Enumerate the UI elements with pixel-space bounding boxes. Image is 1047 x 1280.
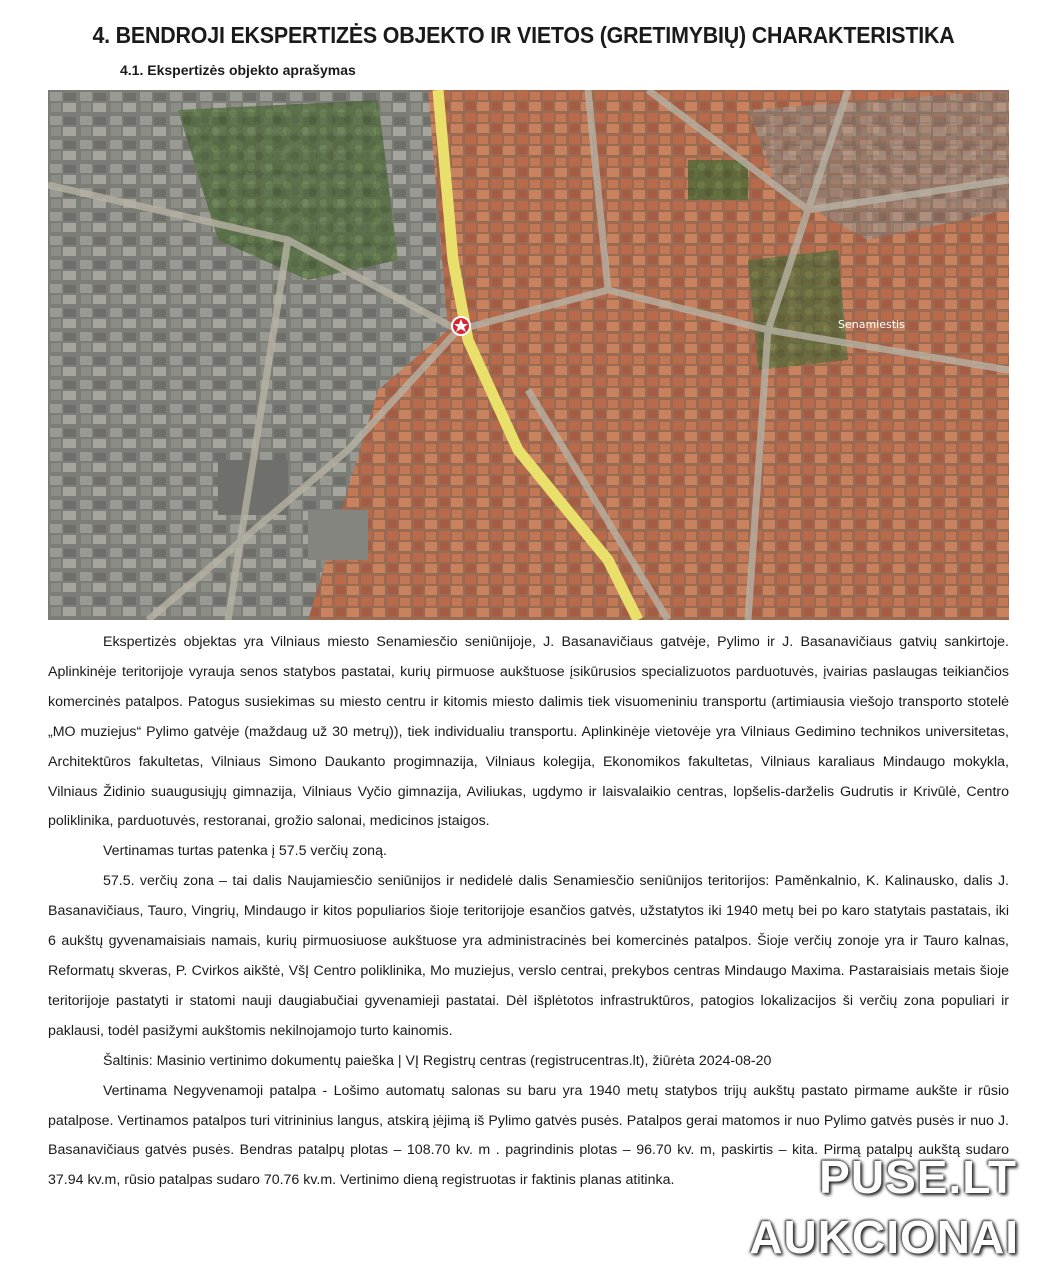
satellite-map xyxy=(48,90,1009,620)
map-area-label: Senamiestis xyxy=(838,318,905,331)
watermark-line-1: PUSE.LT xyxy=(819,1151,1017,1203)
paragraph-premises: Vertinama Negyvenamoji patalpa - Lošimo automatų salonas su baru yra 1940 metų statybos trijų aukštų pastato pirmame aukšte ir rūsio patalpose. Vertinamos patalpos turi vitrininius langus, atskirą įėjimą iš Pylimo gatvės pusės. Patalpos gerai matomos ir nuo Pylimo gatvės pusės ir nuo J. Basanavičiaus gatvės pusės. Bendras patalpų plotas – 108.70 kv. m . pagrindinis plotas – 96.70 kv. m, paskirtis – kita. Pirmą patalpų aukštą sudaro 37.94 kv.m, rūsio patalpas sudaro 70.76 kv.m. Vertinimo dieną registruotas ir faktinis planas atitinka. xyxy=(48,1082,1009,1189)
paragraph-source: Šaltinis: Masinio vertinimo dokumentų paieška | VĮ Registrų centras (registrucentras.lt), žiūrėta 2024-08-20 xyxy=(103,1052,772,1069)
paragraph-zone: Vertinamas turtas patenka į 57.5 verčių zoną. xyxy=(103,843,387,860)
description-body xyxy=(48,628,1009,1196)
subsection-heading: 4.1. Ekspertizės objekto aprašymas xyxy=(120,62,356,78)
section-heading: 4. BENDROJI EKSPERTIZĖS OBJEKTO IR VIETOS (GRETIMYBIŲ) CHARAKTERISTIKA xyxy=(92,22,955,48)
paragraph-location: Ekspertizės objektas yra Vilniaus miesto Senamiesčio seniūnijoje, J. Basanavičiaus gatvėje, Pylimo ir J. Basanavičiaus gatvių sankirtoje. Aplinkinėje teritorijoje vyrauja senos statybos pastatai, kurių pirmuose aukštuose įsikūrusios specializuotos parduotuvės, įvairias paslaugas teikiančios komercinės patalpos. Patogus susiekimas su miesto centru ir kitomis miesto dalimis tiek visuomeniniu transportu (artimiausia viešojo transporto stotelė „MO muziejus“ Pylimo gatvėje (maždaug už 30 metrų)), tiek individualiu transportu. Aplinkinėje vietovėje yra Vilniaus Gedimino technikos universitetas, Architektūros fakultetas, Vilniaus Simono Daukanto progimnazija, Vilniaus kolegija, Ekonomikos fakultetas, Vilniaus karaliaus Mindaugo mokykla, Vilniaus Židinio suaugusiųjų gimnazija, Vilniaus Vyčio gimnazija, Aviliukas, ugdymo ir laisvalaikio centras, lopšelis-darželis Gudrutis ir Krivūlė, Centro poliklinika, parduotuvės, restoranai, grožio salonai, medicinos įstaigos. xyxy=(48,634,1009,830)
paragraph-zone-description: 57.5. verčių zona – tai dalis Naujamiesčio seniūnijos ir nedidelė dalis Senamiesčio seniūnijos teritorijos: Paměnkalnio, K. Kalinausko, dalis J. Basanavičiaus, Tauro, Vingrių, Mindaugo ir kitos populiarios šioje teritorijoje esančios gatvės, užstatytos iki 1940 metų bei po karo statytais pastatais, iki 6 aukštų gyvenamaisiais namais, kurių pirmuosiuose aukštuose yra administracinės bei komercinės patalpos. Šioje verčių zonoje yra ir Tauro kalnas, Reformatų skveras, P. Cvirkos aikštė, VšĮ Centro poliklinika, Mo muziejus, verslo centrai, prekybos centras Mindaugo Maxima. Pastaraisiais metais šioje teritorijoje pastatyti ir statomi nauji daugiabučiai gyvenamieji pastatai. Dėl išplėtotos infrastruktūros, patogios lokalizacijos ši verčių zona populiari ir paklausi, todėl pasižymi aukštomis nekilnojamojo turto kainomis. xyxy=(48,873,1009,1039)
watermark-line-2: AUKCIONAI xyxy=(749,1211,1019,1263)
location-pin-icon xyxy=(452,317,470,335)
